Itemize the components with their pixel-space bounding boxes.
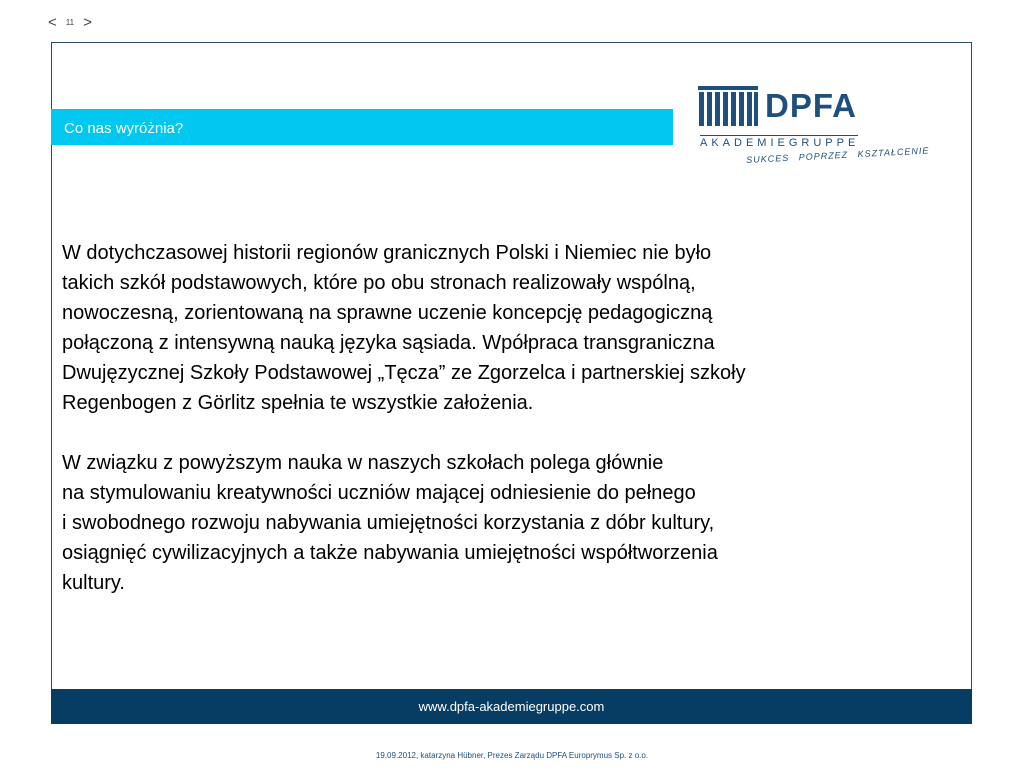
logo-subtitle: AKADEMIEGRUPPE	[700, 137, 860, 149]
building-columns-icon	[698, 86, 758, 126]
title-bar	[51, 109, 673, 145]
body-paragraph: W związku z powyższym nauka w naszych szkołach polega głównie na stymulowaniu kreatywności uczniów mającej odniesienie do pełnego i swobodnego rozwoju nabywania umiejętności korzystania z dóbr kultury, osiągnięć cywilizacyjnych a także nabywania umiejętności współtworzenia kultury.	[62, 452, 718, 594]
slide-body	[62, 238, 952, 598]
slide-navigation	[48, 15, 92, 30]
logo-name: DPFA	[765, 87, 858, 124]
body-paragraph: W dotychczasowej historii regionów granicznych Polski i Niemiec nie było takich szkół podstawowych, które po obu stronach realizowały wspólną, nowoczesną, zorientowaną na sprawne uczenie koncepcję pedagogiczną połączoną z intensywną nauką języka sąsiada. Wpółpraca transgraniczna Dwujęzycznej Szkoły Podstawowej „Tęcza” ze Zgorzelca i partnerskiej szkoły Regenbogen z Görlitz spełnia te wszystkie założenia.	[62, 242, 746, 414]
footer-bar	[51, 689, 972, 724]
previous-slide-button[interactable]: <	[48, 14, 57, 31]
footer-url-link[interactable]: www.dpfa-akademiegruppe.com	[418, 699, 605, 714]
page-number: 11	[65, 18, 75, 27]
next-slide-button[interactable]: >	[83, 14, 92, 31]
logo-slogan: SUKCES POPRZEZ KSZTAŁCENIE	[746, 145, 930, 165]
slide-title: Co nas wyróżnia?	[64, 120, 184, 137]
footnote: 19.09.2012, katarzyna Hübner, Prezes Zarządu DPFA Europrymus Sp. z o.o.	[375, 751, 649, 760]
dpfa-logo	[698, 86, 938, 186]
